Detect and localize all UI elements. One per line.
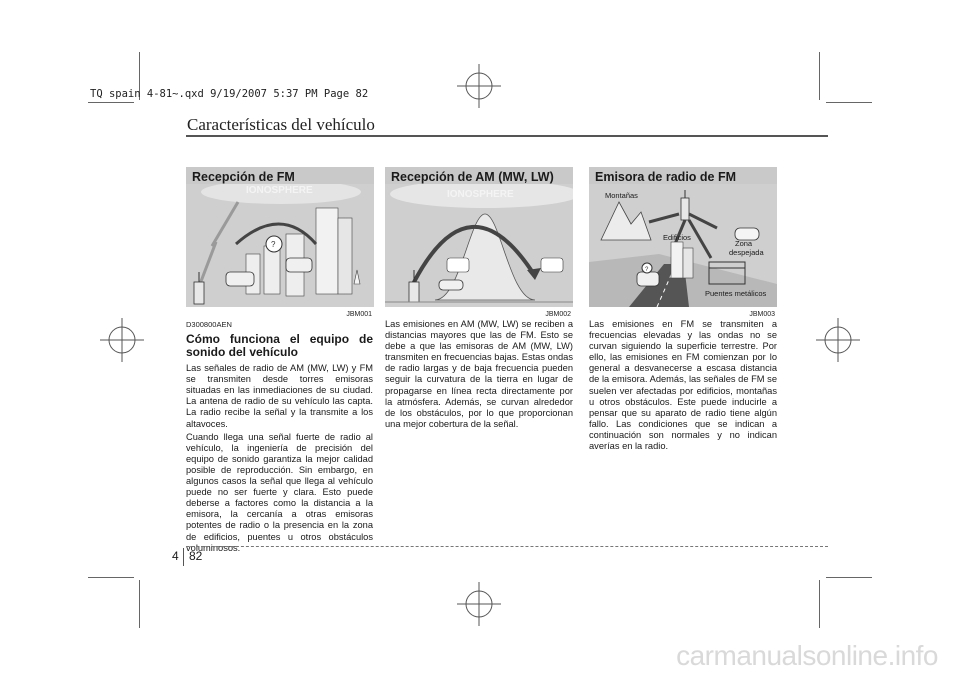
- figure-illustration: [186, 184, 374, 307]
- crop-mark: [819, 52, 820, 100]
- svg-text:?: ?: [271, 240, 276, 249]
- crop-mark: [826, 102, 872, 103]
- svg-text:?: ?: [645, 267, 649, 273]
- fm-city-illustration: [186, 184, 374, 307]
- column-2: [385, 319, 573, 432]
- figure-code: JBM003: [749, 311, 775, 318]
- print-header: TQ spain 4-81~.qxd 9/19/2007 5:37 PM Page 82: [90, 88, 369, 100]
- paragraph: Las emisiones en FM se transmiten a frecuencias elevadas y las ondas no se curvan siguiendo la superficie terrestre. Por ello, las emisiones en FM comienzan por lo general a desvanecerse a escasa distancia de la emisora. Además, las señales de FM se suelen ver afectadas por edificios, montañas u otros obstáculos. Este puede inducirle a pensar que su aparato de radio tiene algún fallo. Las condiciones que se indican a continuación son normales y no indican averías en la radio.: [589, 319, 777, 452]
- paragraph: Las señales de radio de AM (MW, LW) y FM se transmiten desde torres emisoras situadas en las inmediaciones de su ciudad. La antena de radio de su vehículo las capta. La radio recibe la señal y la transmite a los altavoces.: [186, 363, 373, 429]
- chapter-number: 4: [172, 549, 179, 563]
- registration-mark-right: [814, 316, 862, 364]
- registration-mark-top: [455, 62, 503, 110]
- title-rule: [186, 135, 828, 137]
- sky-label: IONOSPHERE: [246, 185, 313, 196]
- label-clear-zone-2: despejada: [729, 248, 764, 257]
- crop-mark: [88, 577, 134, 578]
- sub-heading: Cómo funciona el equipo de sonido del vehículo: [186, 332, 373, 360]
- label-buildings: Edificios: [663, 233, 691, 242]
- fm-station-illustration: [589, 184, 777, 307]
- figure-code: JBM002: [545, 311, 571, 318]
- page-number: 82: [189, 549, 203, 563]
- crop-mark: [88, 102, 134, 103]
- label-clear-zone: Zona: [735, 239, 753, 248]
- sky-label: IONOSPHERE: [447, 189, 514, 200]
- section-title: Características del vehículo: [187, 115, 375, 134]
- am-mountain-illustration: [385, 184, 573, 307]
- figure-heading: Recepción de FM: [186, 167, 374, 184]
- registration-mark-left: [98, 316, 146, 364]
- paragraph: Las emisiones en AM (MW, LW) se reciben a distancias mayores que las de FM. Esto se debe a que las emisoras de AM (MW, LW) transmiten en frecuencias bajas. Estas ondas de radio largas y de baja frecuencia pueden seguir la curvatura de la tierra en lugar de propagarse en línea recta directamente por la atmósfera. Además, se curvan alrededor de los obstáculos, por lo que proporcionan una mejor cobertura de la señal.: [385, 319, 573, 429]
- crop-mark: [139, 580, 140, 628]
- figure-fm-reception: [186, 167, 374, 317]
- crop-mark: [826, 577, 872, 578]
- figure-am-reception: [385, 167, 573, 317]
- figure-illustration: [589, 184, 777, 307]
- watermark: carmanualsonline.info: [676, 640, 938, 671]
- paragraph: Cuando llega una señal fuerte de radio al vehículo, la ingeniería de precisión del equipo de sonido garantiza la mejor calidad posible de reproducción. Sin embargo, en algunos casos la señal que llega al vehículo puede no ser fuerte y clara. Esto puede deberse a factores como la distancia a la emisora, la cercanía a otras emisoras potentes de radio o la presencia en la zona de edificios, puentes u otros obstáculos voluminosos.: [186, 431, 373, 553]
- figure-fm-station: [589, 167, 777, 317]
- footer-divider: [183, 548, 184, 566]
- figure-heading: Emisora de radio de FM: [589, 167, 777, 184]
- footer-rule: [186, 546, 828, 547]
- figure-illustration: [385, 184, 573, 307]
- column-1: [186, 319, 373, 556]
- doc-code: D300800AEN: [186, 320, 232, 329]
- column-3: [589, 319, 777, 454]
- figure-heading: Recepción de AM (MW, LW): [385, 167, 573, 184]
- crop-mark: [819, 580, 820, 628]
- figure-code: JBM001: [346, 311, 372, 318]
- label-mountains: Montañas: [605, 191, 638, 200]
- registration-mark-bottom: [455, 580, 503, 628]
- label-metal-bridges: Puentes metálicos: [705, 289, 767, 298]
